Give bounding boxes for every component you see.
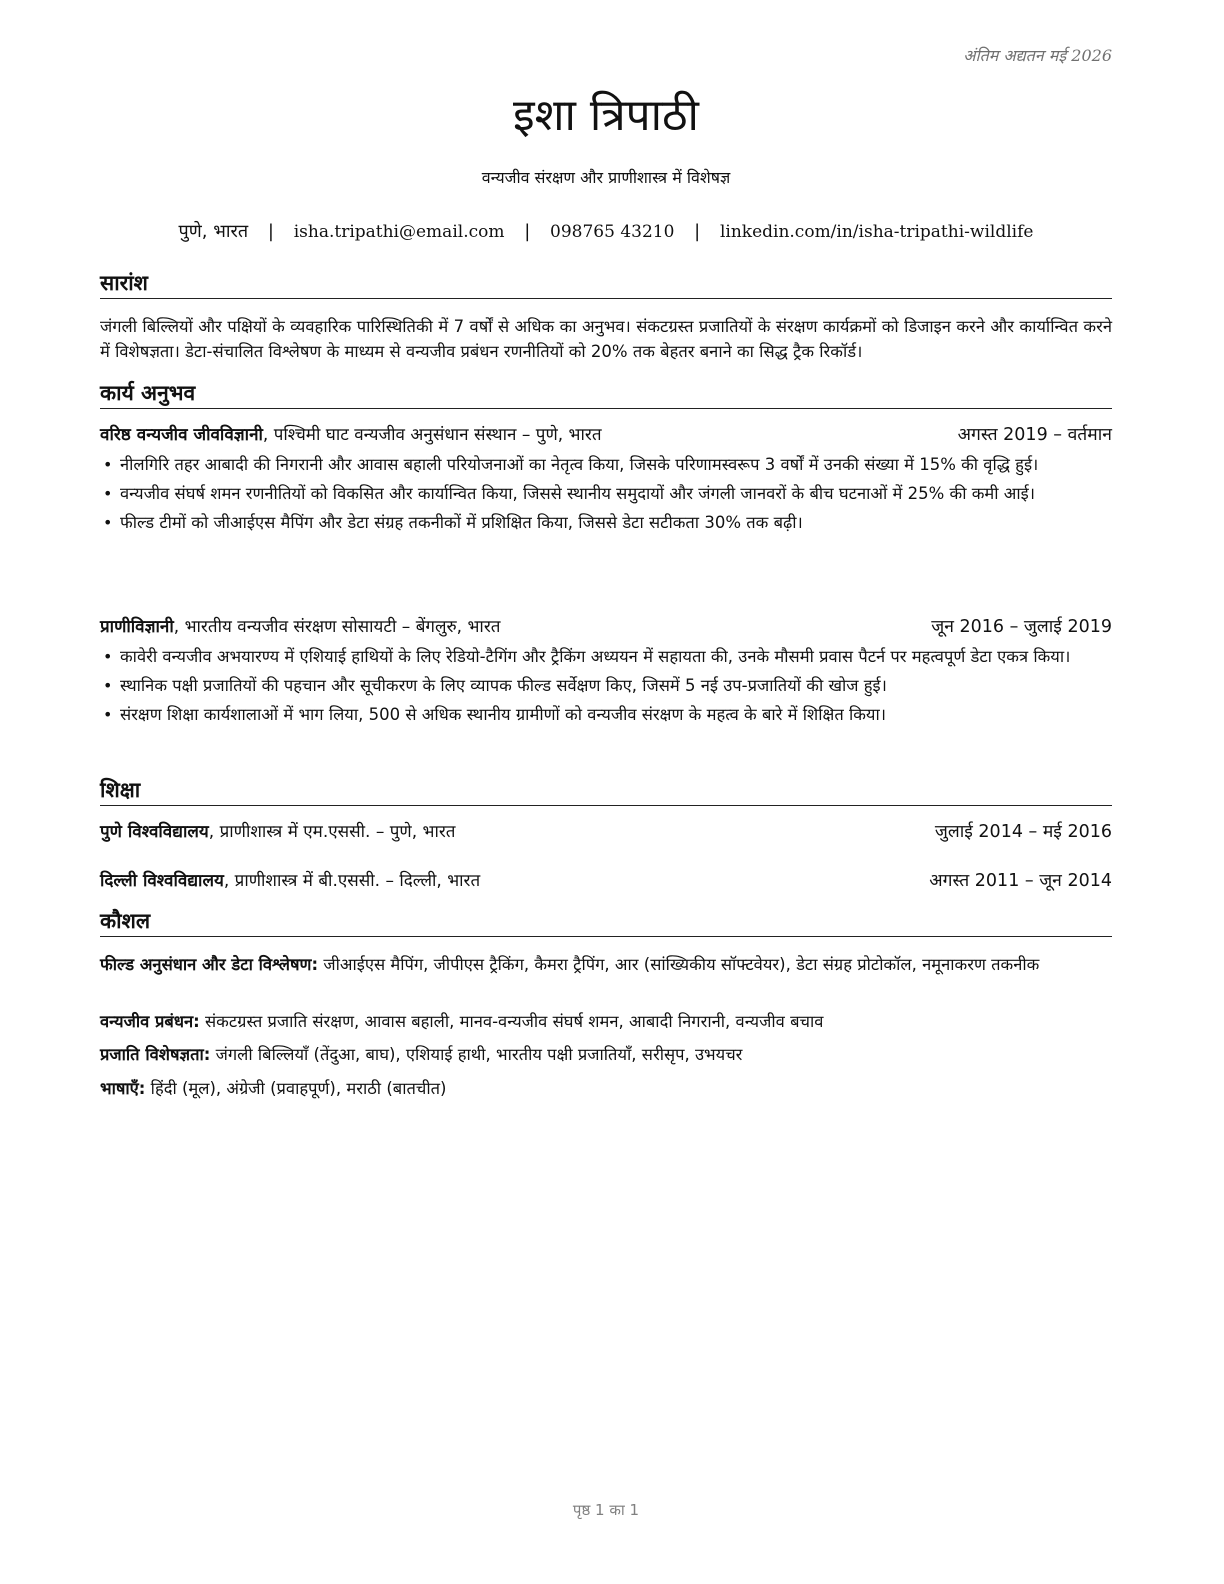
skill-label: फील्ड अनुसंधान और डेटा विश्लेषण: — [100, 955, 319, 974]
job-org: , भारतीय वन्यजीव संरक्षण सोसायटी – बेंगलुरु, भारत — [173, 617, 501, 637]
list-item: • फील्ड टीमों को जीआईएस मैपिंग और डेटा संग्रह तकनीकों में प्रशिक्षित किया, जिससे डेटा सटीकता 30% तक बढ़ी। — [100, 510, 1112, 535]
bullet-icon: • — [103, 513, 113, 532]
skill-line — [100, 1076, 1112, 1101]
education-item — [100, 868, 1112, 894]
skill-line — [100, 1042, 1112, 1067]
education-line — [100, 868, 480, 894]
skill-value: जीआईएस मैपिंग, जीपीएस ट्रैकिंग, कैमरा ट्रैपिंग, आर (सांख्यिकीय सॉफ्टवेयर), डेटा संग्रह प्रोटोकॉल, नमूनाकरण तकनीक — [318, 955, 1040, 974]
job-header — [100, 422, 1112, 448]
job-title-line — [100, 614, 500, 640]
contact-separator: | — [524, 221, 531, 242]
headline: वन्यजीव संरक्षण और प्राणीशास्त्र में विशेषज्ञ — [481, 168, 731, 187]
contact-location: पुणे, भारत — [178, 221, 249, 242]
education-item — [100, 819, 1112, 845]
skill-value: जंगली बिल्लियाँ (तेंदुआ, बाघ), एशियाई हाथी, भारतीय पक्षी प्रजातियाँ, सरीसृप, उभयचर — [210, 1045, 743, 1064]
degree: , प्राणीशास्त्र में बी.एससी. – दिल्ली, भारत — [223, 871, 481, 891]
bullet-icon: • — [103, 676, 113, 695]
section-title-experience: कार्य अनुभव — [100, 378, 1112, 409]
skill-label: भाषाएँ: — [100, 1079, 146, 1098]
job-bullets — [100, 644, 1112, 727]
contact-phone: 098765 43210 — [550, 222, 675, 242]
skill-line — [100, 1009, 1112, 1034]
bullet-icon: • — [103, 484, 113, 503]
job-title-line — [100, 422, 602, 448]
list-item: • कावेरी वन्यजीव अभयारण्य में एशियाई हाथियों के लिए रेडियो-टैगिंग और ट्रैकिंग अध्ययन में सहायता की, उनके मौसमी प्रवास पैटर्न पर महत्वपूर्ण डेटा एकत्र किया। — [100, 644, 1112, 669]
bullet-icon: • — [103, 455, 113, 474]
list-item: • वन्यजीव संघर्ष शमन रणनीतियों को विकसित और कार्यान्वित किया, जिससे स्थानीय समुदायों और जंगली जानवरों के बीच घटनाओं में 25% की कमी आई। — [100, 481, 1112, 506]
contact-separator: | — [694, 221, 701, 242]
summary-text: जंगली बिल्लियों और पक्षियों के व्यवहारिक पारिस्थितिकी में 7 वर्षों से अधिक का अनुभव। संकटग्रस्त प्रजातियों के संरक्षण कार्यक्रमों को डिजाइन करने और कार्यान्वित करने में विशेषज्ञता। डेटा-संचालित विश्लेषण के माध्यम से वन्यजीव प्रबंधन रणनीतियों को 20% तक बेहतर बनाने का सिद्ध ट्रैक रिकॉर्ड। — [100, 317, 1112, 361]
contact-linkedin[interactable]: linkedin.com/in/isha-tripathi-wildlife — [719, 222, 1034, 242]
list-item: • स्थानिक पक्षी प्रजातियों की पहचान और सूचीकरण के लिए व्यापक फील्ड सर्वेक्षण किए, जिसमें 5 नई उप-प्रजातियों की खोज हुई। — [100, 673, 1112, 698]
section-title-skills: कौशल — [100, 906, 1112, 937]
skill-label: प्रजाति विशेषज्ञता: — [100, 1045, 211, 1064]
job-bullets — [100, 452, 1112, 535]
contact-email[interactable]: isha.tripathi@email.com — [293, 222, 505, 242]
skill-line — [100, 952, 1112, 977]
bullet-icon: • — [103, 647, 113, 666]
page-number: पृष्ठ 1 का 1 — [572, 1501, 640, 1519]
skill-label: वन्यजीव प्रबंधन: — [100, 1012, 200, 1031]
section-title-education: शिक्षा — [100, 775, 1112, 806]
degree: , प्राणीशास्त्र में एम.एससी. – पुणे, भारत — [208, 822, 456, 842]
job-dates: जून 2016 – जुलाई 2019 — [931, 617, 1112, 637]
skill-value: हिंदी (मूल), अंग्रेजी (प्रवाहपूर्ण), मराठी (बातचीत) — [145, 1079, 447, 1098]
section-title-summary: सारांश — [100, 268, 1112, 299]
last-updated: अंतिम अद्यतन मई 2026 — [963, 46, 1112, 65]
job-org: , पश्चिमी घाट वन्यजीव अनुसंधान संस्थान – पुणे, भारत — [262, 425, 602, 445]
job-title: प्राणीविज्ञानी — [100, 617, 174, 637]
skill-value: संकटग्रस्त प्रजाति संरक्षण, आवास बहाली, मानव-वन्यजीव संघर्ष शमन, आबादी निगरानी, वन्यजीव बचाव — [199, 1012, 824, 1031]
school-name: पुणे विश्वविद्यालय — [100, 822, 209, 842]
bullet-icon: • — [103, 705, 113, 724]
education-line — [100, 819, 456, 845]
education-dates: जुलाई 2014 – मई 2016 — [934, 822, 1112, 842]
school-name: दिल्ली विश्वविद्यालय — [100, 871, 224, 891]
job-title: वरिष्ठ वन्यजीव जीवविज्ञानी — [100, 425, 263, 445]
job-dates: अगस्त 2019 – वर्तमान — [957, 425, 1112, 445]
list-item: • नीलगिरि तहर आबादी की निगरानी और आवास बहाली परियोजनाओं का नेतृत्व किया, जिसके परिणामस्वरूप 3 वर्षों में उनकी संख्या में 15% की वृद्धि हुई। — [100, 452, 1112, 477]
contact-separator: | — [267, 221, 274, 242]
candidate-name: इशा त्रिपाठी — [513, 90, 699, 141]
education-dates: अगस्त 2011 – जून 2014 — [929, 871, 1112, 891]
list-item: • संरक्षण शिक्षा कार्यशालाओं में भाग लिया, 500 से अधिक स्थानीय ग्रामीणों को वन्यजीव संरक्षण के महत्व के बारे में शिक्षित किया। — [100, 702, 1112, 727]
contact-line — [100, 218, 1112, 246]
job-header — [100, 614, 1112, 640]
resume-page — [100, 0, 1112, 1584]
